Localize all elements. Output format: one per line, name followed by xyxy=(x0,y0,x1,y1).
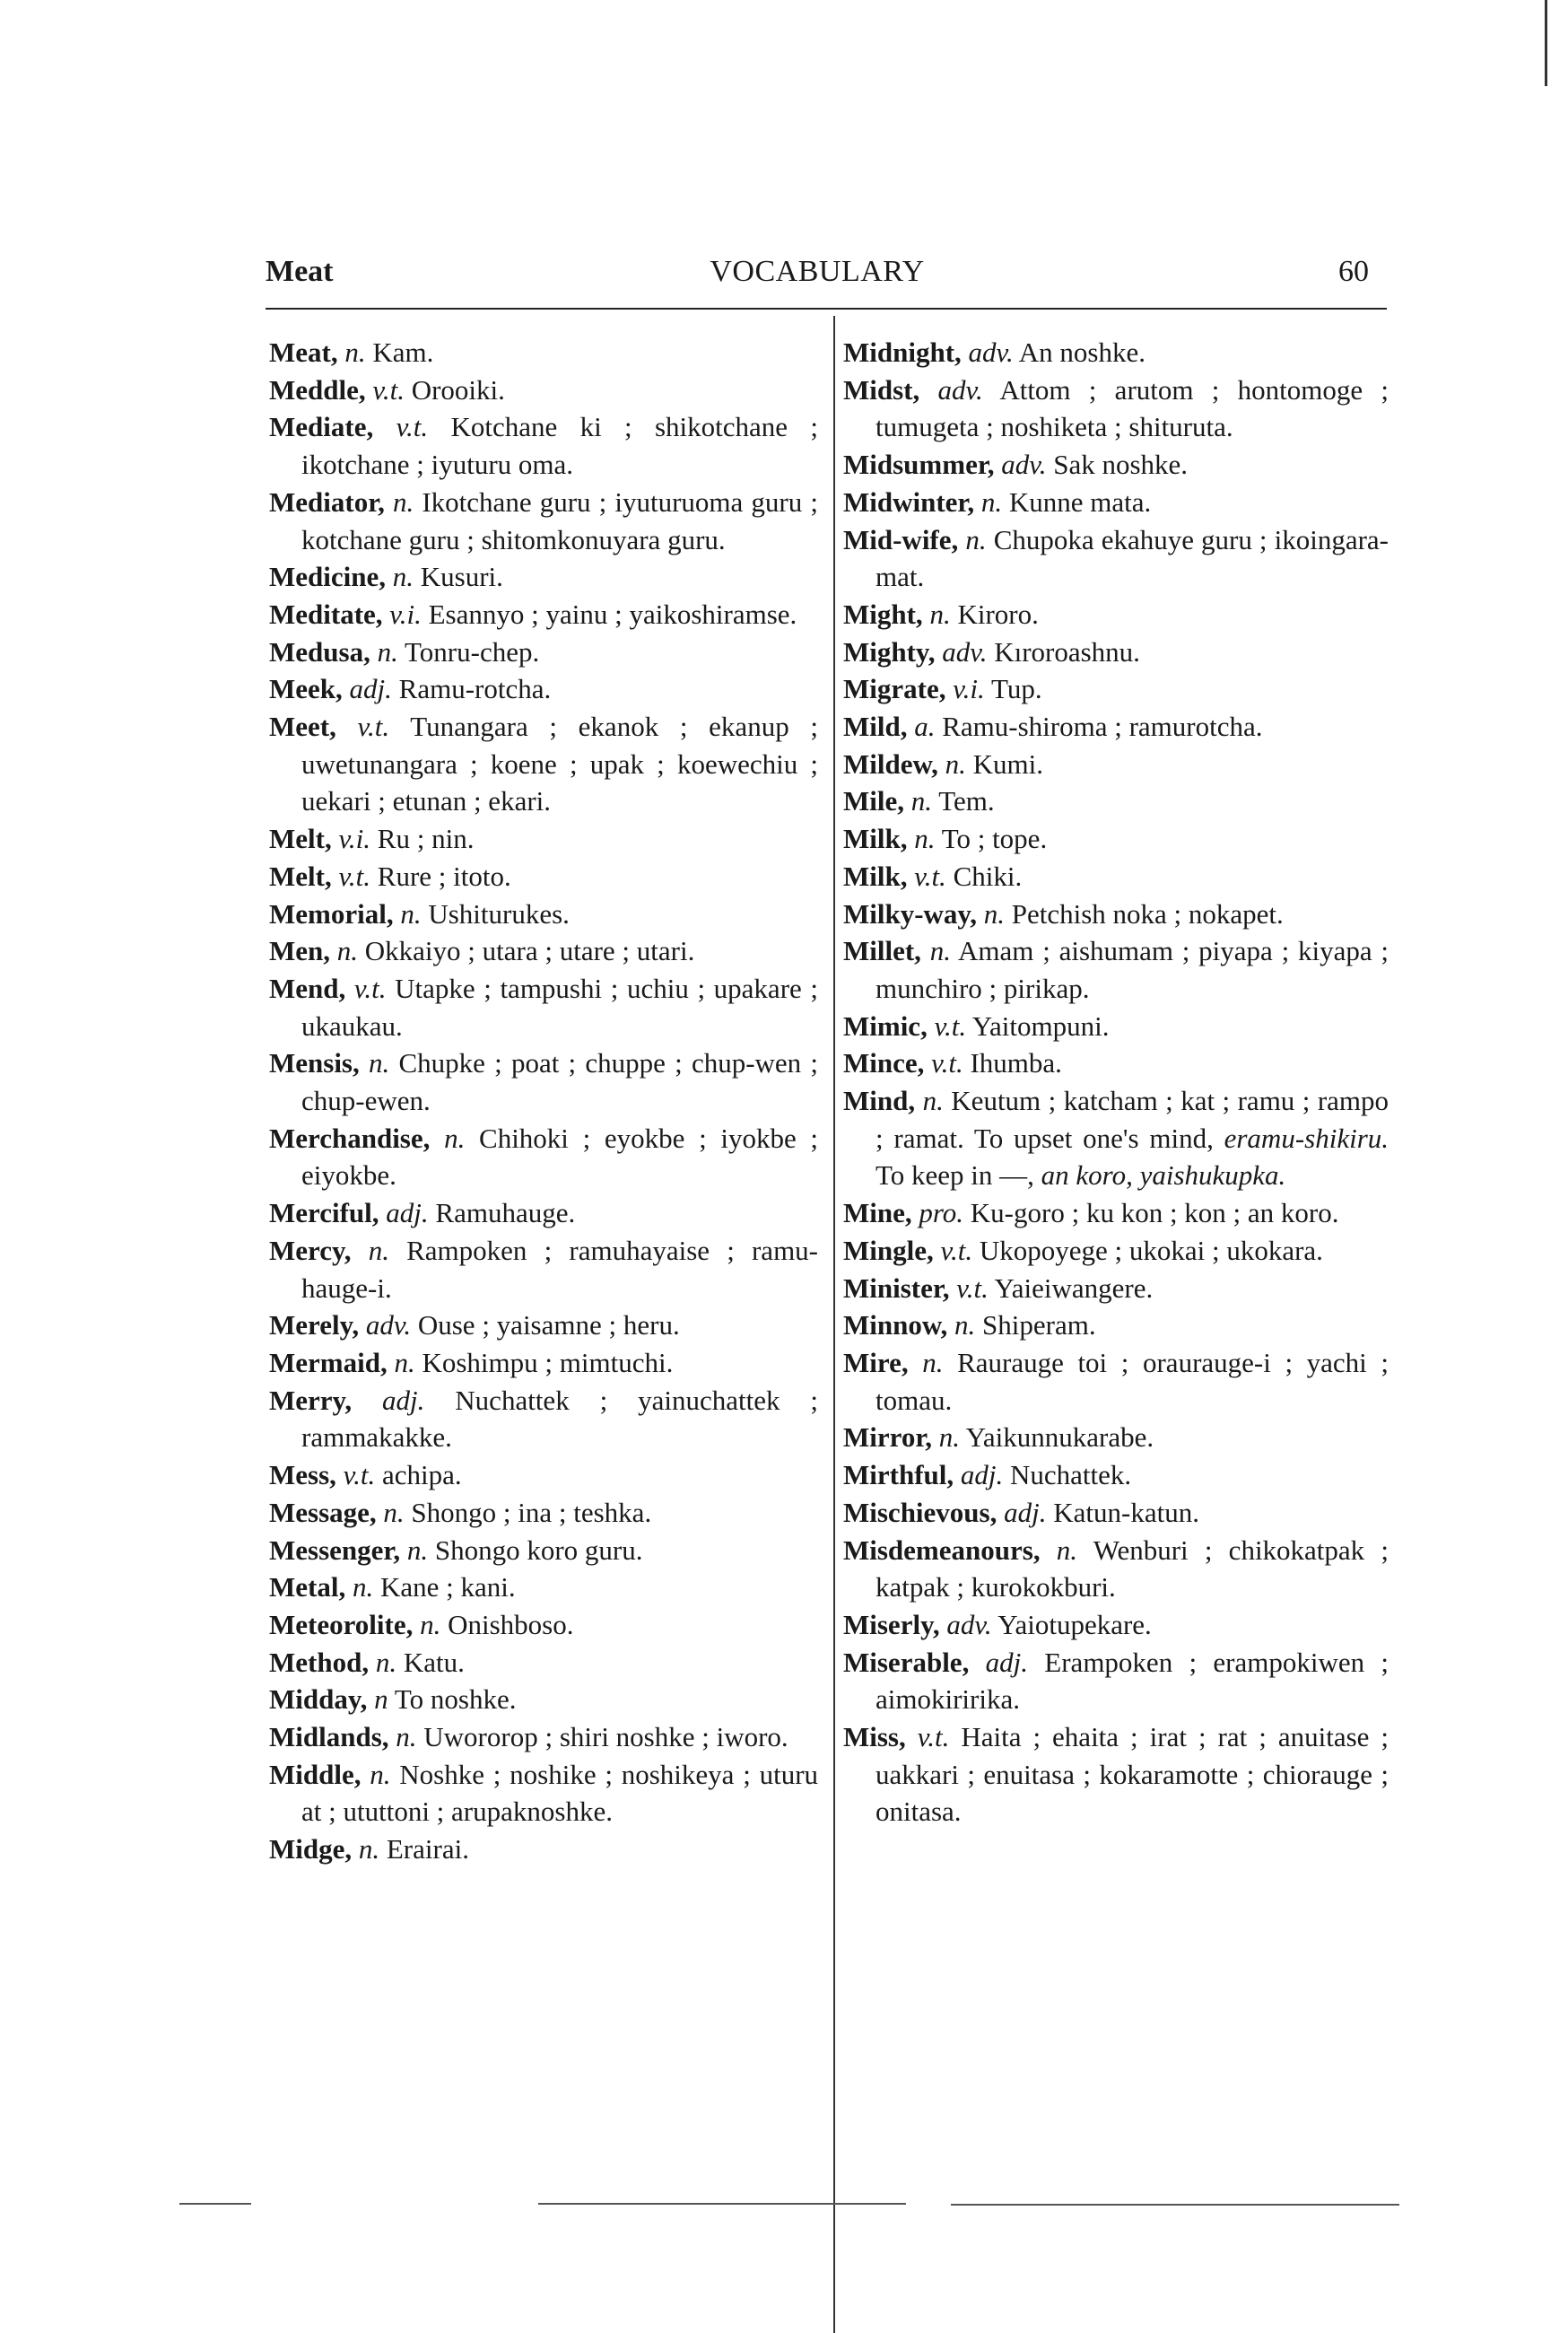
part-of-speech: n. xyxy=(420,1608,441,1640)
dictionary-entry xyxy=(843,1008,1389,1045)
dictionary-entry xyxy=(843,1044,1389,1082)
headword: Midwinter, xyxy=(843,485,975,518)
dictionary-entry xyxy=(269,670,818,708)
dictionary-entry xyxy=(843,1532,1389,1606)
headword: Men, xyxy=(269,935,331,967)
headword: Mend, xyxy=(269,972,346,1004)
definition: Onishboso. xyxy=(448,1608,574,1640)
part-of-speech: n. xyxy=(929,935,951,967)
part-of-speech: n. xyxy=(370,1758,391,1790)
definition: Yaiotupekare. xyxy=(997,1608,1152,1640)
headword: Medicine, xyxy=(269,561,386,593)
part-of-speech: adj. xyxy=(382,1384,425,1416)
headword: Mirror, xyxy=(843,1421,932,1454)
dictionary-entry xyxy=(843,1419,1389,1456)
dictionary-entry xyxy=(843,521,1389,596)
part-of-speech: n. xyxy=(406,1533,429,1566)
headword: Miss, xyxy=(843,1721,906,1753)
definition: Kam. xyxy=(372,336,434,368)
part-of-speech: adv. xyxy=(942,635,988,668)
headword: Mine, xyxy=(843,1197,912,1229)
part-of-speech: adj. xyxy=(985,1646,1028,1678)
column-divider xyxy=(833,316,835,2333)
part-of-speech: v.t. xyxy=(934,1009,967,1042)
dictionary-entry xyxy=(269,708,818,820)
part-of-speech: v.t. xyxy=(343,1459,376,1491)
part-of-speech: n. xyxy=(983,897,1005,930)
definition: Attom ; arutom ; hontomoge ; tumugeta ; noshiketa ; shituruta. xyxy=(875,373,1389,443)
dictionary-entry xyxy=(843,1456,1389,1494)
dictionary-entry xyxy=(843,596,1389,633)
dictionary-entry xyxy=(843,633,1389,671)
definition: To noshke. xyxy=(394,1683,517,1716)
definition: Tunangara ; ekanok ; ekanup ; uwetunangara ; koene ; upak ; koewechiu ; uekari ; etunan ; ekari. xyxy=(301,711,818,817)
definition: Yaitompuni. xyxy=(971,1009,1110,1042)
headword: Meditate, xyxy=(269,598,383,630)
dictionary-entry xyxy=(843,1644,1389,1718)
definition: Petchish noka ; nokapet. xyxy=(1011,897,1284,930)
dictionary-entry xyxy=(843,446,1389,484)
part-of-speech: n. xyxy=(358,1833,380,1866)
headword: Merely, xyxy=(269,1309,360,1341)
definition: Ramu-rotcha. xyxy=(398,673,552,705)
headword: Mile, xyxy=(843,785,904,817)
part-of-speech: v.t. xyxy=(956,1271,989,1304)
page-title: VOCABULARY xyxy=(710,255,925,288)
headword: Mermaid, xyxy=(269,1346,388,1378)
dictionary-entry xyxy=(843,670,1389,708)
definition: Rure ; itoto. xyxy=(377,860,511,892)
footer-rule-segment xyxy=(951,2204,1399,2206)
part-of-speech: adj. xyxy=(960,1459,1004,1491)
part-of-speech: n. xyxy=(444,1122,466,1154)
dictionary-entry xyxy=(269,484,818,558)
part-of-speech: adv. xyxy=(968,336,1014,368)
headword: Migrate, xyxy=(843,673,946,705)
left-column xyxy=(269,334,818,1868)
dictionary-entry xyxy=(843,782,1389,820)
headword: Milky-way, xyxy=(843,897,977,930)
part-of-speech: n. xyxy=(965,523,987,555)
part-of-speech: v.t. xyxy=(396,411,429,443)
dictionary-entry xyxy=(269,371,818,409)
definition: Yaikunnukarabe. xyxy=(965,1421,1154,1454)
headword: Melt, xyxy=(269,823,332,855)
dictionary-entry xyxy=(269,1831,818,1868)
headword: Mild, xyxy=(843,711,908,743)
part-of-speech: n. xyxy=(352,1571,374,1603)
headword: Miserable, xyxy=(843,1646,970,1678)
dictionary-entry xyxy=(269,1232,818,1306)
part-of-speech: pro. xyxy=(919,1197,964,1229)
dictionary-entry xyxy=(843,1494,1389,1532)
headword: Meddle, xyxy=(269,373,366,406)
dictionary-entry xyxy=(269,1568,818,1606)
headword: Mediator, xyxy=(269,485,385,518)
dictionary-entry xyxy=(843,1344,1389,1419)
dictionary-entry xyxy=(269,1382,818,1456)
definition: Kiroro. xyxy=(957,598,1039,630)
dictionary-entry xyxy=(843,1194,1389,1232)
headword: Midlands, xyxy=(269,1721,389,1753)
definition: Ikotchane guru ; iyuturuoma guru ; kotchane guru ; shitomkonuyara guru. xyxy=(301,485,818,555)
definition: Erampoken ; erampokiwen ; aimokiririka. xyxy=(875,1646,1389,1716)
dictionary-entry xyxy=(269,1494,818,1532)
part-of-speech: v.t. xyxy=(372,373,405,406)
definition: Koshimpu ; mimtuchi. xyxy=(422,1346,674,1378)
part-of-speech: v.i. xyxy=(389,598,422,630)
headword: Midst, xyxy=(843,373,920,406)
definition: Chupke ; poat ; chuppe ; chup-wen ; chup-ewen. xyxy=(301,1047,819,1117)
definition: achipa. xyxy=(381,1459,462,1491)
dictionary-entry xyxy=(269,1756,818,1831)
headword: Mess, xyxy=(269,1459,336,1491)
part-of-speech: n xyxy=(374,1683,388,1716)
dictionary-entry xyxy=(843,1306,1389,1344)
definition: Tem. xyxy=(938,785,995,817)
definition: Shongo ; ina ; teshka. xyxy=(411,1496,652,1528)
footer-rule-segment xyxy=(179,2203,251,2205)
definition: Chiki. xyxy=(953,860,1023,892)
running-header xyxy=(266,255,1387,300)
headword: Method, xyxy=(269,1646,370,1678)
dictionary-entry xyxy=(843,1270,1389,1307)
headword: Meat, xyxy=(269,336,338,368)
definition: Uwororop ; shiri noshke ; iworo. xyxy=(423,1721,788,1753)
headword: Midge, xyxy=(269,1833,353,1866)
definition: Kotchane ki ; shikotchane ; ikotchane ; iyuturu oma. xyxy=(301,411,819,481)
headword: Mid-wife, xyxy=(843,523,959,555)
headword: Mischievous, xyxy=(843,1496,997,1528)
right-column xyxy=(843,334,1389,1831)
part-of-speech: n. xyxy=(344,336,366,368)
definition: Chupoka ekahuye guru ; ikoingara-mat. xyxy=(875,523,1389,593)
dictionary-entry xyxy=(269,896,818,933)
headword: Mediate, xyxy=(269,411,374,443)
headword: Mensis, xyxy=(269,1047,360,1079)
dictionary-entry xyxy=(843,1606,1389,1644)
part-of-speech: n. xyxy=(914,823,936,855)
header-rule xyxy=(266,308,1387,310)
definition: Chihoki ; eyokbe ; iyokbe ; eiyokbe. xyxy=(301,1122,819,1192)
part-of-speech: adv. xyxy=(937,373,983,406)
dictionary-entry xyxy=(269,1718,818,1756)
definition: Orooiki. xyxy=(411,373,505,406)
part-of-speech: n. xyxy=(400,897,422,930)
definition: To ; tope. xyxy=(941,823,1048,855)
definition: Nuchattek ; yainuchattek ; rammakakke. xyxy=(301,1384,819,1454)
headword: Mire, xyxy=(843,1346,909,1378)
definition: Raurauge toi ; oraurauge-i ; yachi ; tomau. xyxy=(875,1346,1389,1416)
headword: Merciful, xyxy=(269,1197,379,1229)
dictionary-entry xyxy=(843,371,1389,446)
headword: Mind, xyxy=(843,1085,916,1117)
dictionary-entry xyxy=(269,596,818,633)
headword: Meek, xyxy=(269,673,343,705)
dictionary-entry xyxy=(843,484,1389,521)
part-of-speech: v.t. xyxy=(917,1721,950,1753)
definition: Utapke ; tampushi ; uchiu ; upakare ; ukaukau. xyxy=(301,972,819,1042)
definition: Tonru-chep. xyxy=(405,635,540,668)
part-of-speech: v.t. xyxy=(338,860,371,892)
dictionary-entry xyxy=(269,1532,818,1569)
headword: Minnow, xyxy=(843,1309,948,1341)
definition: Kumi. xyxy=(972,747,1044,780)
dictionary-entry xyxy=(269,408,818,483)
definition: Ukopoyege ; ukokai ; ukokara. xyxy=(979,1234,1323,1266)
definition: Shongo koro guru. xyxy=(434,1533,643,1566)
definition: Ru ; nin. xyxy=(377,823,475,855)
headword: Middle, xyxy=(269,1758,362,1790)
dictionary-entry xyxy=(269,1306,818,1344)
part-of-speech: v.i. xyxy=(953,673,985,705)
usage-note: To upset one's mind, xyxy=(973,1122,1214,1154)
part-of-speech: n. xyxy=(954,1309,976,1341)
dictionary-entry xyxy=(843,746,1389,783)
part-of-speech: v.i. xyxy=(338,823,371,855)
dictionary-entry xyxy=(269,1344,818,1382)
part-of-speech: n. xyxy=(383,1496,405,1528)
headword: Mingle, xyxy=(843,1234,934,1266)
headword: Minister, xyxy=(843,1271,950,1304)
definition: Sak noshke. xyxy=(1053,449,1189,481)
definition: An noshke. xyxy=(1018,336,1146,368)
usage-example: an koro, yaishukupka. xyxy=(1041,1159,1286,1192)
headword: Might, xyxy=(843,598,923,630)
definition: Ramuhauge. xyxy=(435,1197,576,1229)
headword: Memorial, xyxy=(269,897,394,930)
part-of-speech: n. xyxy=(368,1234,389,1266)
dictionary-entry xyxy=(269,932,818,970)
dictionary-entry xyxy=(269,1681,818,1718)
part-of-speech: n. xyxy=(980,485,1003,518)
dictionary-entry xyxy=(269,334,818,371)
part-of-speech: n. xyxy=(945,747,966,780)
dictionary-entry xyxy=(843,932,1389,1007)
dictionary-entry xyxy=(269,1044,818,1119)
usage-note: To keep in —, xyxy=(875,1159,1034,1192)
part-of-speech: adj. xyxy=(1004,1496,1047,1528)
headword: Miserly, xyxy=(843,1608,940,1640)
headword: Messenger, xyxy=(269,1533,401,1566)
definition: Ramu-shiroma ; ramurotcha. xyxy=(942,711,1263,743)
headword: Melt, xyxy=(269,860,332,892)
headword: Meet, xyxy=(269,711,336,743)
dictionary-entry xyxy=(269,633,818,671)
definition: Noshke ; noshike ; noshikeya ; uturu at ; ututtoni ; arupaknoshke. xyxy=(301,1758,819,1828)
dictionary-entry xyxy=(269,858,818,896)
headword: Mighty, xyxy=(843,635,936,668)
headword: Message, xyxy=(269,1496,377,1528)
part-of-speech: adv. xyxy=(365,1309,412,1341)
definition: Ihumba. xyxy=(970,1047,1062,1079)
dictionary-entry xyxy=(269,820,818,858)
part-of-speech: n. xyxy=(392,485,414,518)
definition: Ku-goro ; ku kon ; kon ; an koro. xyxy=(970,1197,1339,1229)
dictionary-entry xyxy=(843,896,1389,933)
definition: Kusuri. xyxy=(420,561,503,593)
definition: Keutum ; katcham ; kat ; ramu ; rampo ; ramat. xyxy=(875,1085,1389,1154)
dictionary-entry xyxy=(269,970,818,1044)
part-of-speech: v.t. xyxy=(353,972,387,1004)
headword: Millet, xyxy=(843,935,921,967)
definition: Ushiturukes. xyxy=(428,897,570,930)
part-of-speech: n. xyxy=(922,1085,944,1117)
definition: Tup. xyxy=(991,673,1042,705)
margin-mark xyxy=(1545,0,1547,86)
definition: Katun-katun. xyxy=(1053,1496,1199,1528)
definition: Esannyo ; yainu ; yaikoshiramse. xyxy=(428,598,797,630)
definition: Wenburi ; chikokatpak ; katpak ; kurokokburi. xyxy=(875,1533,1389,1603)
headword: Midsummer, xyxy=(843,449,995,481)
guide-word: Meat xyxy=(266,255,334,288)
headword: Mimic, xyxy=(843,1009,928,1042)
part-of-speech: n. xyxy=(368,1047,390,1079)
part-of-speech: n. xyxy=(929,598,951,630)
part-of-speech: n. xyxy=(922,1346,944,1378)
headword: Metal, xyxy=(269,1571,346,1603)
part-of-speech: a. xyxy=(914,711,936,743)
definition: Okkaiyo ; utara ; utare ; utari. xyxy=(364,935,695,967)
part-of-speech: v.t. xyxy=(357,711,390,743)
part-of-speech: n. xyxy=(394,1346,415,1378)
headword: Midday, xyxy=(269,1683,368,1716)
definition: Yaieiwangere. xyxy=(994,1271,1154,1304)
definition: Katu. xyxy=(403,1646,465,1678)
definition: Shiperam. xyxy=(982,1309,1096,1341)
definition: Nuchattek. xyxy=(1010,1459,1132,1491)
dictionary-entry xyxy=(843,820,1389,858)
dictionary-entry xyxy=(843,1082,1389,1194)
headword: Midnight, xyxy=(843,336,962,368)
part-of-speech: adj. xyxy=(386,1197,429,1229)
dictionary-entry xyxy=(269,558,818,596)
dictionary-entry xyxy=(843,858,1389,896)
headword: Mildew, xyxy=(843,747,938,780)
definition: Kunne mata. xyxy=(1008,485,1152,518)
headword: Milk, xyxy=(843,823,908,855)
part-of-speech: adv. xyxy=(946,1608,992,1640)
part-of-speech: v.t. xyxy=(931,1047,963,1079)
headword: Merchandise, xyxy=(269,1122,431,1154)
dictionary-entry xyxy=(269,1456,818,1494)
definition: Kıroroashnu. xyxy=(994,635,1140,668)
definition: Ouse ; yaisamne ; heru. xyxy=(417,1309,680,1341)
definition: Amam ; aishumam ; piyapa ; kiyapa ; munchiro ; pirikap. xyxy=(875,935,1389,1004)
definition: Kane ; kani. xyxy=(379,1571,516,1603)
usage-example: eramu-shikiru. xyxy=(1224,1122,1389,1154)
part-of-speech: n. xyxy=(910,785,932,817)
dictionary-entry xyxy=(843,1232,1389,1270)
dictionary-entry xyxy=(269,1120,818,1194)
headword: Meteorolite, xyxy=(269,1608,414,1640)
part-of-speech: n. xyxy=(375,1646,397,1678)
dictionary-entry xyxy=(269,1194,818,1232)
definition: Haita ; ehaita ; irat ; rat ; anuitase ; uakkari ; enuitasa ; kokaramotte ; chiorauge ; onitasa. xyxy=(875,1721,1389,1828)
part-of-speech: n. xyxy=(377,635,398,668)
headword: Milk, xyxy=(843,860,908,892)
headword: Mercy, xyxy=(269,1234,352,1266)
headword: Mince, xyxy=(843,1047,925,1079)
dictionary-entry xyxy=(269,1644,818,1682)
dictionary-entry xyxy=(843,1718,1389,1831)
headword: Merry, xyxy=(269,1384,353,1416)
part-of-speech: v.t. xyxy=(940,1234,973,1266)
dictionary-entry xyxy=(843,334,1389,371)
part-of-speech: n. xyxy=(392,561,414,593)
dictionary-entry xyxy=(843,708,1389,746)
part-of-speech: n. xyxy=(938,1421,960,1454)
definition: Rampoken ; ramuhayaise ; ramu-hauge-i. xyxy=(301,1234,819,1304)
part-of-speech: adj. xyxy=(349,673,392,705)
headword: Misdemeanours, xyxy=(843,1533,1041,1566)
headword: Mirthful, xyxy=(843,1459,954,1491)
part-of-speech: n. xyxy=(1056,1533,1078,1566)
page-number: 60 xyxy=(1338,255,1369,288)
definition: Erairai. xyxy=(386,1833,469,1866)
dictionary-entry xyxy=(269,1606,818,1644)
part-of-speech: adv. xyxy=(1001,449,1047,481)
part-of-speech: v.t. xyxy=(914,860,946,892)
footer-rule-segment xyxy=(538,2203,906,2205)
part-of-speech: n. xyxy=(396,1721,417,1753)
headword: Medusa, xyxy=(269,635,370,668)
part-of-speech: n. xyxy=(336,935,359,967)
